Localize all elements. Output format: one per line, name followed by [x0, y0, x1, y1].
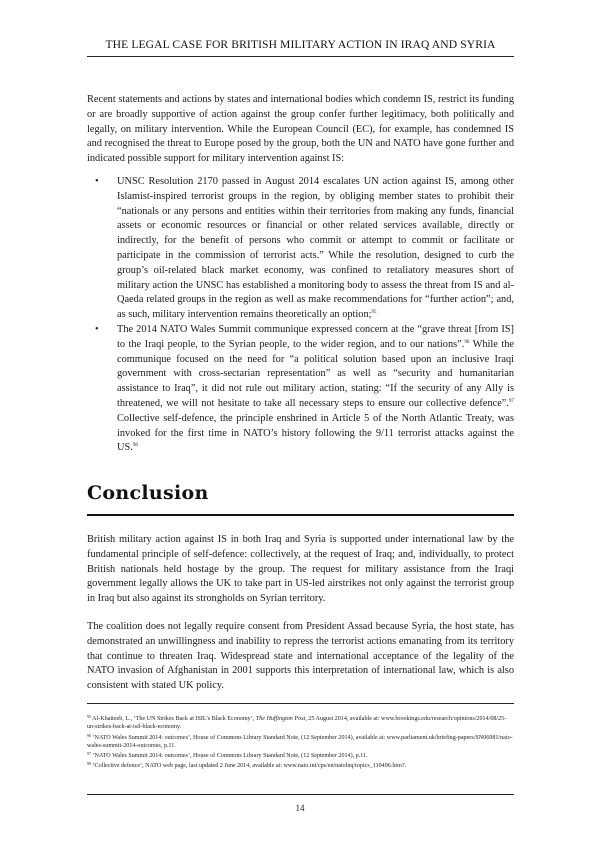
footnote-text: , 25 August 2014, available at: www.brookings.edu/research/opinions/2014/08/25-un-strikes-back-at-isil-black-economy.: [87, 716, 507, 731]
footnote-ref[interactable]: 97: [509, 398, 514, 404]
bullet-text: The 2014 NATO Wales Summit communique expressed concern at the “grave threat [from IS] to the Iraqi people, to the Syrian people, to the wider region, and to our nations”.: [117, 323, 514, 350]
bullet-text: UNSC Resolution 2170 passed in August 2014 escalates UN action against IS, among other Islamist-inspired terrorist groups in the region, by obliging member states to prohibit their “nationals or any persons and entities within their territories from making any funds, financial assets or economic resources or financial or other related services available, directly or indirectly, for the benefit of persons who commit or attempt to commit or facilitate or participate in the commission of terrorist acts.” While the resolution, designed to curb the group’s oil-related black market economy, was confined to retaliatory measures short of military action the UNSC has established a monitoring body to assess the threat from IS and al-Qaeda related groups in the region as well as make recommendations for “further action”; and, as such, military intervention remains theoretically an option;: [117, 175, 514, 321]
footnote-rule: [87, 703, 514, 704]
conclusion-paragraph: British military action against IS in both Iraq and Syria is supported under international law by the fundamental principle of self-defence: collectively, at the request of Iraq; and, individually, to protect British nationals held hostage by the group. The request for military assistance from the Iraqi government legally allows the UK to take part in US-led airstrikes not only against the terrorist group in Iraq but also against its strongholds on Syrian territory.: [87, 534, 514, 605]
footnote-text: ‘NATO Wales Summit 2014: outcomes’, House of Commons Library Standard Note, (12 September 2014), available at: www.parliament.uk/briefing-papers/SN06981/nato-wales-summit-2014-outcomes, p.11.: [87, 734, 513, 749]
footnote-publication: The Huffington Post: [255, 716, 306, 722]
conclusion-section: [87, 533, 514, 694]
section-heading: Conclusion: [87, 482, 209, 504]
footnote-number: 95: [87, 714, 91, 719]
bullet-text: Collective self-defence, the principle enshrined in Article 5 of the North Atlantic Treaty, was invoked for the first time in NATO’s history following the 9/11 terrorist attacks against the US.: [117, 412, 514, 454]
footnote-item: [87, 713, 514, 732]
footnotes: [87, 713, 514, 771]
heading-rule: [87, 514, 514, 516]
footnote-number: 98: [87, 761, 91, 767]
footnote-ref[interactable]: 96: [464, 339, 470, 345]
footnote-ref[interactable]: 95: [371, 310, 377, 316]
running-header: THE LEGAL CASE FOR BRITISH MILITARY ACTION IN IRAQ AND SYRIA: [105, 38, 496, 51]
footnote-ref[interactable]: 98: [132, 443, 138, 449]
footnote-text: ‘Collective defence’, NATO web page, last updated 2 June 2014, available at: www.nato.int/cps/en/natolnq/topics_110496.htm?.: [91, 763, 407, 770]
conclusion-paragraph: The coalition does not legally require consent from President Assad because Syria, the host state, has demonstrated an unwillingness and inability to repress the terrorist actions emanating from its territory that continue to threaten Iraq. Widespread state and international acceptance of the legality of the NATO invasion of Afghanistan in 2001 supports this interpretation of international law, which is also consistent with stated UK policy.: [87, 620, 514, 692]
footer-rule: [87, 794, 514, 795]
header-rule: [87, 56, 514, 57]
footnote-number: 96: [87, 732, 91, 738]
page-number: 14: [295, 803, 305, 813]
bullet-item-nato: [95, 323, 514, 456]
bullet-text: While the communique focused on the need for “a political solution based upon an inclusive Iraqi government with cross-sectarian representation” as well as “security and humanitarian assistance to Iraq”, it did not rule out military action, stating: “If the security of any Ally is threatened, we will not hesitate to take all necessary steps to ensure our collective defence”.: [117, 338, 514, 409]
intro-paragraph: Recent statements and actions by states and international bodies which condemn IS, restrict its funding or are broadly supportive of action against the group confer further legitimacy, both politically and legally, on military intervention. While the European Council (EC), for example, has condemned IS and recognised the threat to Europe posed by the group, both the UN and NATO have gone further and indicated possible support for military intervention against IS:: [87, 94, 514, 165]
footnote-item: [87, 760, 514, 770]
bullet-list: [87, 175, 514, 456]
footnote-text: Al-Khatteeb, L., ‘The UN Strikes Back at ISIL’s Black Economy’,: [91, 716, 256, 722]
bullet-icon: •: [95, 323, 99, 335]
bullet-icon: •: [95, 175, 99, 187]
bullet-item-unsc: [95, 175, 514, 323]
footnote-item: [87, 750, 514, 760]
main-content: [87, 93, 514, 456]
footnote-number: 97: [87, 751, 91, 757]
footnote-text: ‘NATO Wales Summit 2014: outcomes’, House of Commons Library Standard Note, (12 September 2014), p.11.: [91, 753, 368, 760]
footnote-item: [87, 732, 514, 751]
